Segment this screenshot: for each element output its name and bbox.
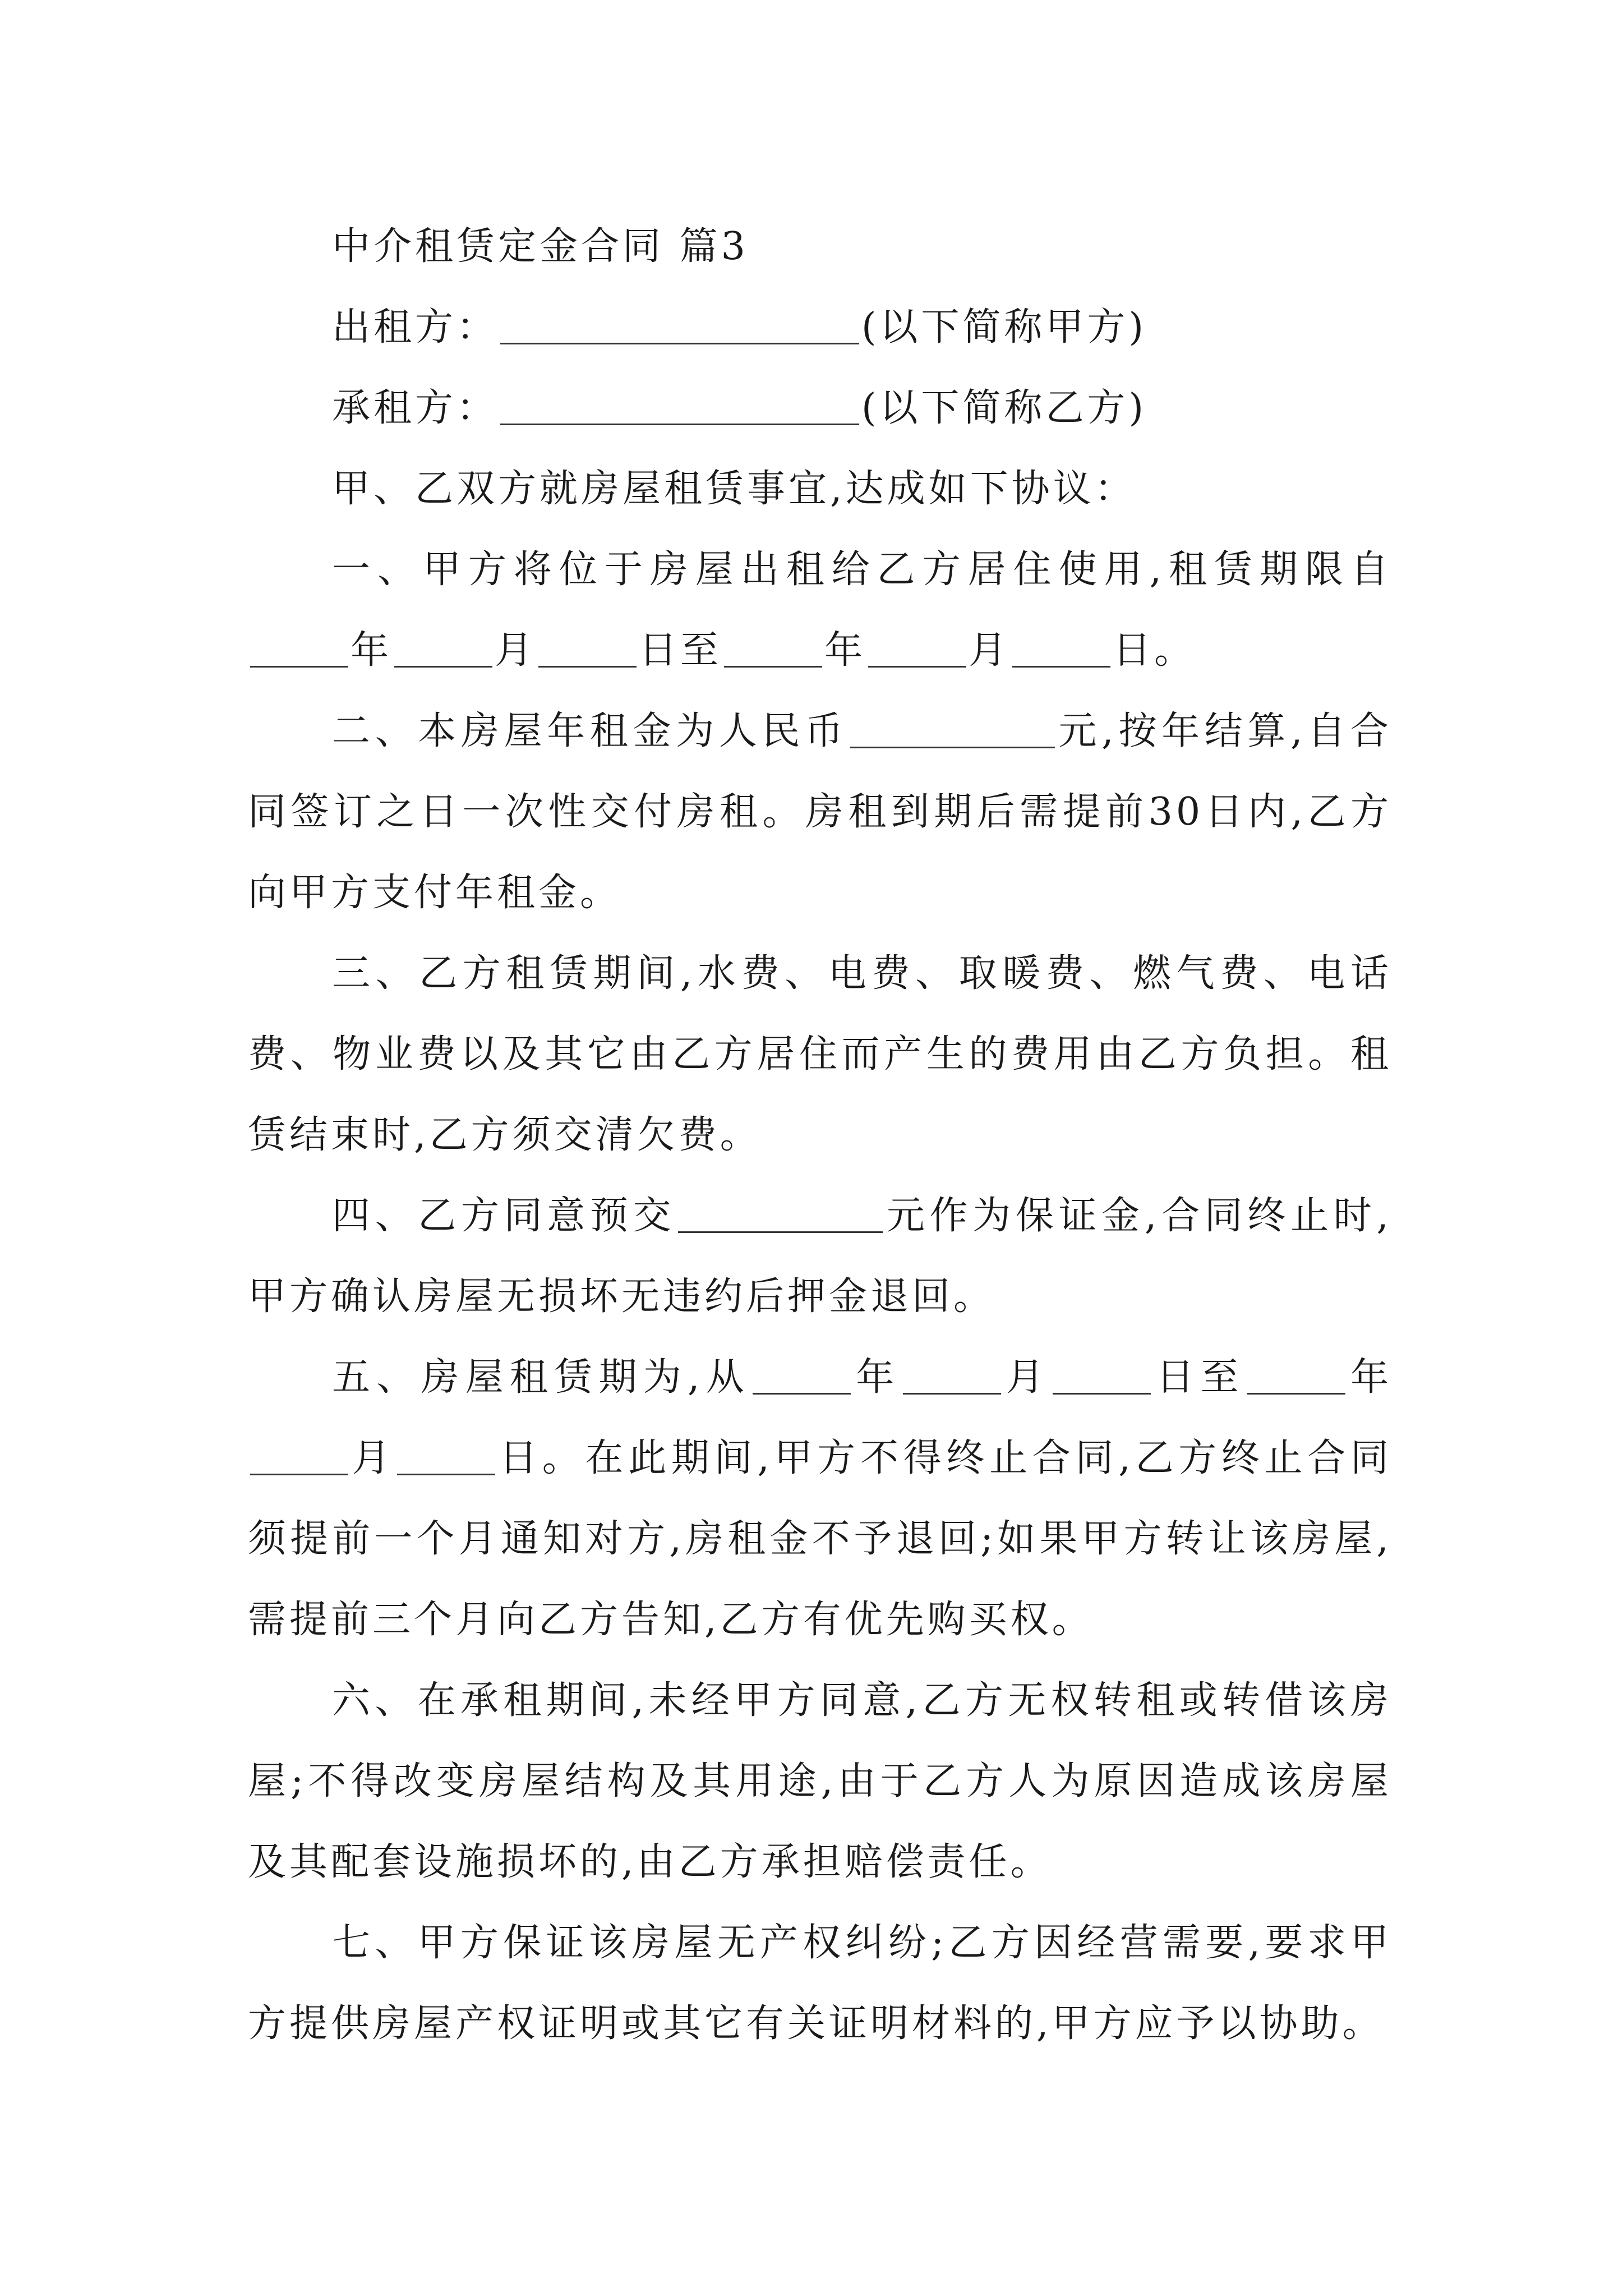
lessee-suffix: (以下简称乙方) bbox=[861, 386, 1147, 430]
blank-start-day bbox=[538, 632, 637, 668]
lessor-blank bbox=[500, 309, 859, 344]
clause-5: 五、房屋租赁期为,从 年 月 日至 年月 日。在此期间,甲方不得终止合同,乙方终止合同须提前一个月通知对方,房租金不予退回;如果甲方转让该房屋,需提前三个月向乙方告知,乙方有优先购买权。 bbox=[248, 1355, 1392, 1642]
document-title: 中介租赁定金合同 篇3 bbox=[332, 224, 749, 269]
blank-term-end-month bbox=[250, 1440, 348, 1475]
blank-start-year bbox=[250, 632, 348, 668]
clause-4: 四、乙方同意预交 元作为保证金,合同终止时,甲方确认房屋无损坏无违约后押金退回。 bbox=[248, 1194, 1392, 1319]
blank-term-end-day bbox=[397, 1440, 495, 1475]
blank-end-year bbox=[724, 632, 822, 668]
clause-1: 一、甲方将位于房屋出租给乙方居住使用,租赁期限自年 月 日至 年 月 日。 bbox=[248, 530, 1392, 691]
document-body bbox=[248, 206, 1392, 2064]
blank-deposit bbox=[678, 1198, 883, 1233]
clause-6: 六、在承租期间,未经甲方同意,乙方无权转租或转借该房屋;不得改变房屋结构及其用途,由于乙方人为原因造成该房屋及其配套设施损坏的,由乙方承担赔偿责任。 bbox=[248, 1678, 1392, 1884]
lessor-line bbox=[248, 287, 1392, 368]
blank-term-start-year bbox=[753, 1359, 851, 1395]
lessor-label: 出租方： bbox=[332, 305, 499, 349]
blank-annual-rent bbox=[850, 713, 1055, 748]
blank-start-month bbox=[394, 632, 492, 668]
clause-7: 七、甲方保证该房屋无产权纠纷;乙方因经营需要,要求甲方提供房屋产权证明或其它有关证明材料的,甲方应予以协助。 bbox=[248, 1921, 1392, 2046]
blank-term-end-year bbox=[1247, 1359, 1345, 1395]
clause-3: 三、乙方租赁期间,水费、电费、取暖费、燃气费、电话费、物业费以及其它由乙方居住而产生的费用由乙方负担。租赁结束时,乙方须交清欠费。 bbox=[248, 951, 1392, 1157]
lessee-blank bbox=[500, 390, 859, 425]
blank-end-day bbox=[1012, 632, 1110, 668]
lessor-suffix: (以下简称甲方) bbox=[861, 305, 1147, 349]
blank-term-start-month bbox=[903, 1359, 1001, 1395]
intro-paragraph: 甲、乙双方就房屋租赁事宜,达成如下协议： bbox=[332, 467, 1136, 511]
lessee-label: 承租方： bbox=[332, 386, 499, 430]
blank-term-start-day bbox=[1053, 1359, 1151, 1395]
lessee-line bbox=[248, 368, 1392, 449]
blank-end-month bbox=[868, 632, 966, 668]
clause-2: 二、本房屋年租金为人民币 元,按年结算,自合同签订之日一次性交付房租。房租到期后需提前30日内,乙方向甲方支付年租金。 bbox=[248, 709, 1392, 915]
